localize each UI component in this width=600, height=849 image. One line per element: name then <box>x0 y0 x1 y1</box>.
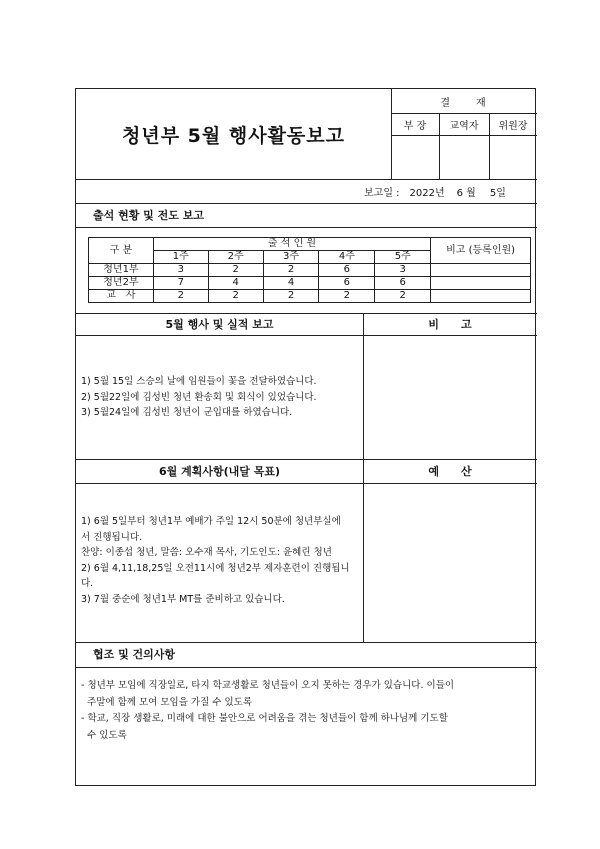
attendance-value: 3 <box>375 264 431 277</box>
signature-box-head[interactable] <box>391 135 439 179</box>
budget-title: 예 산 <box>428 465 472 478</box>
category-header: 구 분 <box>89 238 154 264</box>
report-form <box>75 88 536 786</box>
rule-under-date <box>76 203 537 204</box>
attendance-value: 4 <box>208 277 263 290</box>
attendance-section-title: 출석 현황 및 전도 보고 <box>93 209 204 222</box>
note-cell <box>431 290 531 303</box>
may-report-title: 5월 행사 및 실적 보고 <box>165 318 274 331</box>
attendance-value: 2 <box>208 290 263 303</box>
rule-under-june-title <box>76 483 537 484</box>
rule-under-cooperation-title <box>76 667 537 668</box>
june-plan-title: 6월 계획사항(내달 목표) <box>158 465 280 478</box>
attendance-value: 4 <box>263 277 319 290</box>
attendance-value: 7 <box>153 277 208 290</box>
attendance-value: 6 <box>319 277 375 290</box>
attendance-value: 2 <box>375 290 431 303</box>
table-row <box>89 290 531 303</box>
list-item: 3) 5월24일에 김성빈 청년이 군입대를 하였습니다. <box>81 407 293 418</box>
june-plan-list <box>81 514 359 607</box>
group-label: 청년2부 <box>89 277 154 290</box>
approval-role-head: 부 장 <box>403 120 427 132</box>
approval-role-chair: 위원장 <box>498 120 528 132</box>
note-cell <box>431 277 531 290</box>
table-row <box>89 264 531 277</box>
cooperation-title: 협조 및 건의사항 <box>93 648 176 661</box>
week-header: 5주 <box>375 251 431 264</box>
rule-above-cooperation <box>76 642 537 643</box>
table-row <box>89 277 531 290</box>
report-date <box>364 180 534 202</box>
attendance-count-header: 출 석 인 원 <box>153 238 430 251</box>
note-cell <box>431 264 531 277</box>
rule-under-attendance-title <box>76 227 537 228</box>
attendance-value: 6 <box>319 264 375 277</box>
week-header: 2주 <box>208 251 263 264</box>
report-date-day: 5일 <box>489 187 506 199</box>
list-item: 수 있도록 <box>81 729 127 741</box>
attendance-value: 2 <box>263 264 319 277</box>
week-header: 4주 <box>319 251 375 264</box>
note-header: 비고 (등록인원) <box>431 238 531 264</box>
document-title: 청년부 5월 행사활동보고 <box>122 124 345 147</box>
list-item: 찬양: 이종섭 청년, 말씀: 오수재 목사, 기도인도: 윤혜린 청년 <box>81 547 332 558</box>
list-item: 다. <box>81 578 94 589</box>
signature-box-chair[interactable] <box>489 135 537 179</box>
list-item: 주말에 함께 모여 모임을 가질 수 있도록 <box>81 696 252 708</box>
cooperation-list <box>81 678 533 744</box>
week-header: 1주 <box>153 251 208 264</box>
list-item: 1) 5월 15일 스승의 날에 임원들이 꽃을 전달하였습니다. <box>81 376 317 387</box>
list-item: - 청년부 모임에 직장일로, 타지 학교생활로 청년들이 오지 못하는 경우가 있습니다. 이들이 <box>81 680 455 691</box>
report-date-month: 6 월 <box>456 187 476 199</box>
list-item: 2) 6월 4,11,18,25일 오전11시에 청년2부 제자훈련이 진행됩니 <box>81 562 350 574</box>
group-label: 교 사 <box>89 290 154 303</box>
attendance-value: 3 <box>153 264 208 277</box>
week-header: 3주 <box>263 251 319 264</box>
list-item: - 학교, 직장 생활로, 미래에 대한 불안으로 어려움을 겪는 청년들이 함께 하나님께 기도할 <box>81 713 448 724</box>
attendance-value: 2 <box>263 290 319 303</box>
approval-role-pastor: 교역자 <box>449 120 479 132</box>
list-item: 3) 7월 중순에 청년1부 MT를 준비하고 있습니다. <box>81 593 285 605</box>
attendance-table <box>88 237 531 303</box>
attendance-value: 2 <box>319 290 375 303</box>
rule-under-may-title <box>76 335 537 336</box>
list-item: 2) 5월22일에 김성빈 청년 환송회 및 회식이 있었습니다. <box>81 391 317 403</box>
attendance-value: 2 <box>153 290 208 303</box>
report-date-label: 보고일 : <box>364 187 400 199</box>
may-note-title: 비 고 <box>428 318 472 331</box>
approval-heading: 결 재 <box>440 97 488 109</box>
may-report-list <box>81 374 317 421</box>
attendance-value: 2 <box>208 264 263 277</box>
group-label: 청년1부 <box>89 264 154 277</box>
attendance-value: 6 <box>375 277 431 290</box>
list-item: 서 진행됩니다. <box>81 531 143 543</box>
report-date-year: 2022년 <box>409 187 445 199</box>
list-item: 1) 6월 5일부터 청년1부 예배가 주일 12시 50분에 청년부실에 <box>81 516 341 527</box>
signature-box-pastor[interactable] <box>439 135 489 179</box>
